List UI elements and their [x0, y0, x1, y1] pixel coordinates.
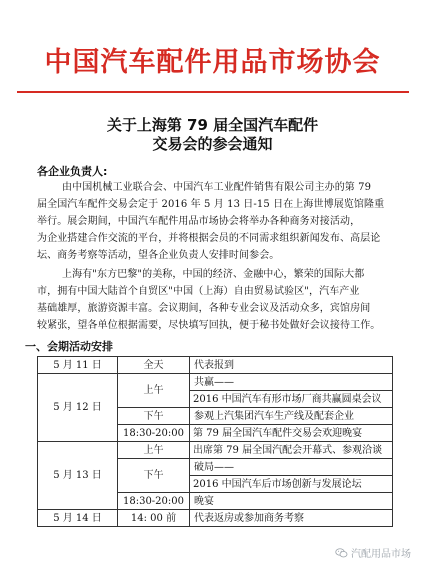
schedule-time: 18:30-20:00 — [118, 425, 190, 442]
paragraph-line: 为企业搭建合作交流的平台，并将根据会员的不同需求组织新闻发布、高层论 — [37, 233, 381, 244]
table-row — [38, 357, 393, 374]
schedule-time: 下午 — [118, 408, 190, 425]
schedule-date: 5 月 14 日 — [38, 510, 118, 527]
schedule-activity: 代表报到 — [190, 357, 393, 374]
source-watermark — [335, 545, 411, 560]
schedule-time: 18:30-20:00 — [118, 493, 190, 510]
schedule-table — [37, 356, 393, 527]
schedule-time: 下午 — [118, 459, 190, 493]
paragraph-line: 上海有"东方巴黎"的美称，中国的经济、金融中心，繁荣的国际大都 — [62, 269, 365, 280]
watermark-text: 汽配用品市场 — [351, 549, 411, 560]
schedule-date: 5 月 13 日 — [38, 442, 118, 510]
schedule-activity: 参观上汽集团汽车生产线及配套企业 — [190, 408, 393, 425]
notice-title-line-2: 交易会的参会通知 — [152, 135, 273, 153]
schedule-activity: 2016 中国汽车后市场创新与发展论坛 — [190, 476, 393, 493]
schedule-date: 5 月 11 日 — [38, 357, 118, 374]
table-row — [38, 510, 393, 527]
paragraph-line: 较紧张，望各单位根据需要，尽快填写回执，便于秘书处做好会议接待工作。 — [37, 320, 381, 331]
paragraph-line: 由中国机械工业联合会、中国汽车工业配件销售有限公司主办的第 79 — [62, 182, 372, 193]
schedule-time: 上午 — [118, 374, 190, 408]
salutation: 各企业负责人: — [37, 165, 108, 178]
schedule-activity: 共赢—— — [190, 374, 393, 391]
paragraph-line: 基础雄厚，旅游资源丰富。会议期间，各种专业会议及活动众多，宾馆房间 — [37, 303, 371, 314]
org-name: 中国汽车配件用品市场协会 — [44, 47, 381, 78]
schedule-activity: 代表返房或参加商务考察 — [190, 510, 393, 527]
schedule-time: 14: 00 前 — [118, 510, 190, 527]
schedule-time: 全天 — [118, 357, 190, 374]
schedule-activity: 出席第 79 届全国汽配会开幕式、参观洽谈 — [190, 442, 393, 459]
schedule-time: 上午 — [118, 442, 190, 459]
paragraph-line: 坛、商务考察等活动，望各企业负责人安排时间参会。 — [37, 250, 280, 261]
paragraph-line: 届全国汽车配件交易会定于 2016 年 5 月 13 日-15 日在上海世博展览馆隆重 — [37, 199, 385, 210]
notice-title-line-1: 关于上海第 79 届全国汽车配件 — [106, 116, 319, 134]
paragraph-line: 市，拥有中国大陆首个自贸区"中国（上海）自由贸易试验区"，汽车产业 — [37, 286, 360, 297]
schedule-date: 5 月 12 日 — [38, 374, 118, 442]
table-row — [38, 442, 393, 459]
schedule-activity: 晚宴 — [190, 493, 393, 510]
wechat-icon — [335, 548, 348, 558]
schedule-activity: 破局—— — [190, 459, 393, 476]
section-heading: 一、会期活动安排 — [25, 340, 113, 353]
header-divider — [17, 91, 409, 93]
schedule-activity: 2016 中国汽车有形市场厂商共赢圆桌会议 — [190, 391, 393, 408]
table-row — [38, 374, 393, 391]
schedule-activity: 第 79 届全国汽车配件交易会欢迎晚宴 — [190, 425, 393, 442]
paragraph-line: 举行。展会期间，中国汽车配件用品市场协会将举办各种商务对接活动， — [37, 216, 361, 227]
